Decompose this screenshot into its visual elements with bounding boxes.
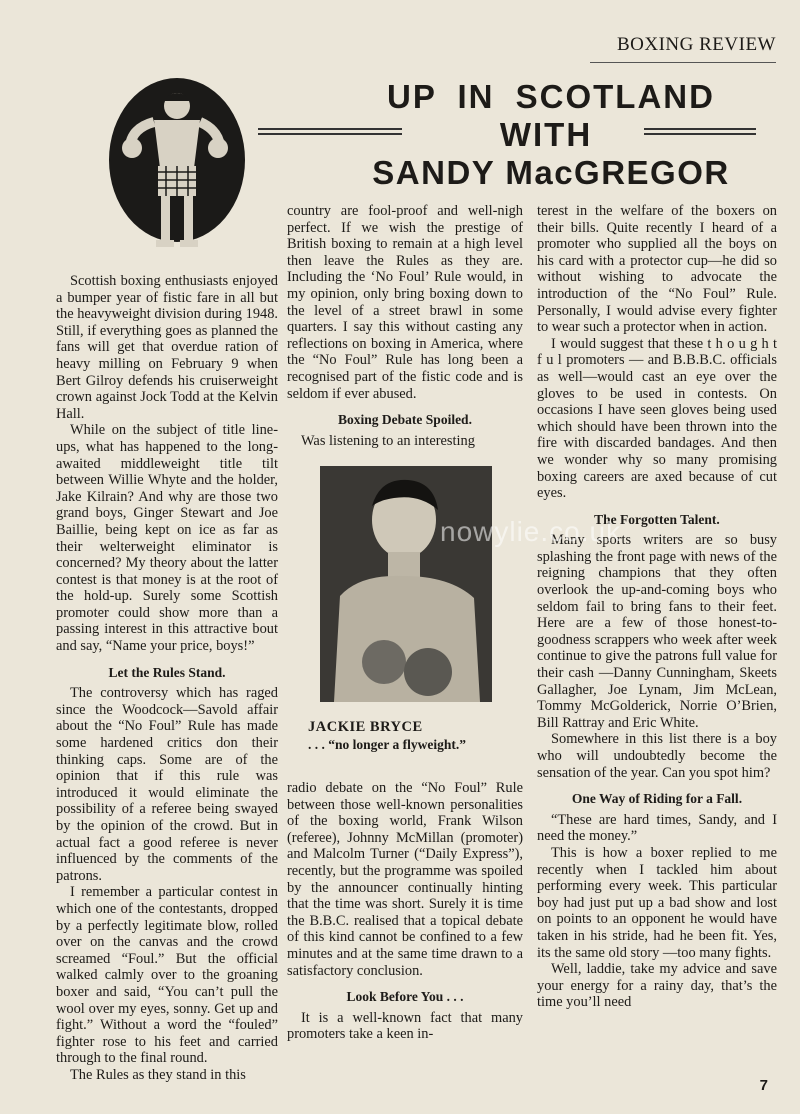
page-number: 7 [759,1077,768,1094]
paragraph: “These are hard times, Sandy, and I need the money.” [537,811,777,845]
paragraph: Was listening to an interesting [301,432,475,449]
subheading: Boxing Debate Spoiled. [338,412,472,428]
boxer-portrait-image [320,466,492,702]
running-head: BOXING REVIEW [616,34,776,55]
watermark: nowylie.co.uk [440,516,622,547]
paragraph: I remember a particular contest in which one of the contestants, dropped by a perfectly legitimate blow, rolled over on the canvas and the crowd screamed “Foul.” But the official walked calmly over to the groaning boxer and said, “You can’t pull the wool over my eyes, sonny. Get up and fight.” Without a word the “fouled” fighter rose to his feet and carried through to the final round. [56,884,278,1067]
title-line-2: WITH [499,116,593,153]
paragraph: Well, laddie, take my advice and save your energy for a rainy day, that’s the time you’ll need [537,961,777,1011]
subheading: The Forgotten Talent. [594,511,720,527]
paragraph: The controversy which has raged since the Woodcock—Savold affair about the “No Foul” Rule has made some hardened critics don their thinking caps. Some are of the opinion that if this rule was introduced it would eliminate the possibility of a referee being swayed by the opinion of the crowd. But in actual fact a good referee is never influenced by the comments of the patrons. [56,685,278,884]
paragraph: Many sports writers are so busy splashing the front page with news of the reigning champions that they often overlook the up-and-coming boys who seldom fail to bring fans to their feet. Here are a few of those honest-to-goodness scrappers who week after week continue to give the patrons full value for their cash —Danny Cunningham, Skeets Gallagher, Joe Lynam, Jim McLean, Tommy McGolderick, Norrie O’Brien, Bill Rattray and Eric White. [537,532,777,731]
title-line-1: UP IN SCOTLAND [387,78,715,115]
column-2-bottom [287,780,523,1043]
paragraph: terest in the welfare of the boxers on their bills. Quite recently I heard of a promoter who supplied all the boys on his card with a protector cup—he did so without wishing to advocate the introduction of the “No Foul” Rule. Personally, I would advise every fighter to wear such a protector when in action. [537,203,777,336]
paragraph: While on the subject of title line-ups, what has happened to the long-awaited middleweight title tilt between Willie Whyte and the holder, Jake Kilrain? And why are those two grand boys, Ginger Stewart and Joe Baillie, being kept on ice as far as their welterweight eliminator is concerned? My theory about the latter contest is that money is at the root of the hold-up. Surely some Scottish promoter could show more than a passing interest in this attractive bout and say, “Name your price, boys!” [56,422,278,655]
photo-caption [308,718,518,754]
paragraph: radio debate on the “No Foul” Rule between those well-known personalities of the boxing world, Frank Wilson (referee), Johnny McMillan (promoter) and Malcolm Turner (“Daily Express”), recently, but the programme was spoiled by the announcer continually hinting that the time was short. Surely it is time the B.B.C. realised that a topical debate of this kind cannot be confined to a few minutes and at the same time drawn to a satisfactory conclusion. [287,780,523,979]
head-rule [590,62,776,63]
paragraph: I would suggest that these t h o u g h t f u l promoters — and B.B.B.C. officials as well—would cast an eye over the gloves to be used in contests. On occasions I have seen gloves being used which should have been thrown into the fire with discarded bandages. And then we wonder why so many promising boxing careers are axed because of cut eyes. [537,335,777,502]
paragraph: It is a well-known fact that many promoters take a keen in- [287,1009,523,1043]
column-1 [56,273,278,1084]
paragraph: country are fool-proof and well-nigh perfect. If we wish the prestige of British boxing to remain at a high level then leave the Rules as they are. Including the ‘No Foul’ Rule would, in my opinion, only bring boxing down to the level of a street brawl in some quarters. I say this without casting any reflections on boxing in America, where the “No Foul” Rule has long been a recognised part of the fistic code and is seldom if ever abused. [287,203,523,402]
paragraph: Somewhere in this list there is a boy who will undoubtedly become the sensation of the year. Can you spot him? [537,731,777,781]
caption-name: JACKIE BRYCE [308,719,423,735]
subheading: One Way of Riding for a Fall. [571,791,743,807]
article-title [258,78,758,192]
boxer-photo [320,466,492,702]
caption-quote: . . . “no longer a flyweight.” [308,737,466,752]
column-2-top [287,203,523,449]
subheading: Let the Rules Stand. [108,664,226,680]
boxer-in-kilt-illustration [92,68,262,268]
paragraph: Scottish boxing enthusiasts enjoyed a bumper year of fistic fare in all but the heavyweight division during 1948. Still, if everything goes as planned the fans will get that overdue ration of heavy milling on February 9 when Bert Gilroy defends his cruiserweight crown against Jock Todd at the Kelvin Hall. [56,273,278,422]
column-3 [537,203,777,1011]
subheading: Look Before You . . . [346,989,464,1005]
paragraph: This is how a boxer replied to me recently when I tackled him about performing every week. This particular boy had just put up a bad show and lost on points to an opponent he would have taken in his stride, had he been fit. Yes, its the same old story —too many fights. [537,844,777,961]
title-line-3: SANDY MacGREGOR [372,154,730,191]
paragraph: The Rules as they stand in this [70,1066,246,1083]
